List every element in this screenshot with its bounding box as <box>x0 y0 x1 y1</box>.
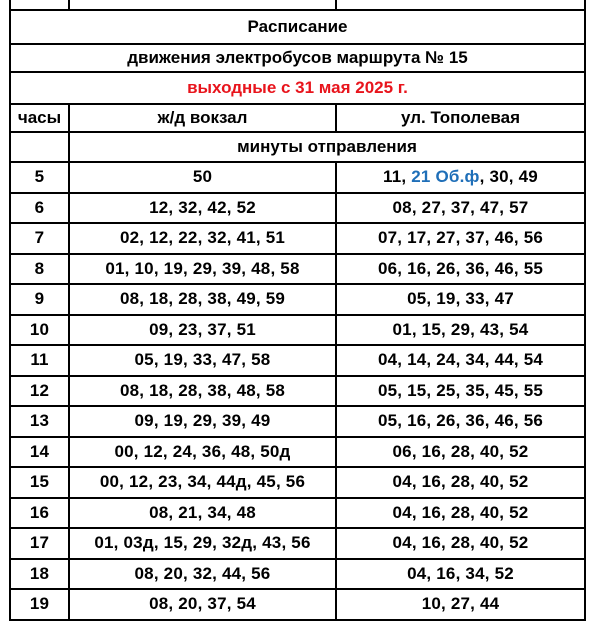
hour-cell: 13 <box>10 406 69 437</box>
station-a-minutes-cell: 05, 19, 33, 47, 58 <box>69 345 336 376</box>
table-row <box>10 406 585 437</box>
station-b-minutes-cell: 04, 16, 28, 40, 52 <box>336 498 585 529</box>
station-b-minutes-cell: 04, 16, 28, 40, 52 <box>336 528 585 559</box>
period-row <box>10 72 585 104</box>
station-a-minutes-cell: 00, 12, 24, 36, 48, 50д <box>69 437 336 468</box>
station-b-minutes-cell: 04, 14, 24, 34, 44, 54 <box>336 345 585 376</box>
station-a-minutes-cell: 08, 18, 28, 38, 49, 59 <box>69 284 336 315</box>
hour-cell: 8 <box>10 254 69 285</box>
station-b-minutes-cell: 05, 16, 26, 36, 46, 56 <box>336 406 585 437</box>
station-b-minutes-cell: 10, 27, 44 <box>336 589 585 620</box>
hour-cell: 9 <box>10 284 69 315</box>
hour-cell: 16 <box>10 498 69 529</box>
title-row <box>10 10 585 44</box>
hour-cell: 18 <box>10 559 69 590</box>
station-a-minutes-cell: 02, 12, 22, 32, 41, 51 <box>69 223 336 254</box>
minutes-header: минуты отправления <box>69 132 585 162</box>
station-a-minutes-cell: 09, 19, 29, 39, 49 <box>69 406 336 437</box>
station-a-minutes-cell: 12, 32, 42, 52 <box>69 193 336 224</box>
table-row <box>10 498 585 529</box>
station-b-minutes-cell: 01, 15, 29, 43, 54 <box>336 315 585 346</box>
hour-cell: 12 <box>10 376 69 407</box>
station-a-minutes-cell: 50 <box>69 162 336 193</box>
station-b-minutes-cell: 06, 16, 28, 40, 52 <box>336 437 585 468</box>
station-b-minutes-cell: 04, 16, 28, 40, 52 <box>336 467 585 498</box>
table-row <box>10 223 585 254</box>
hour-cell: 14 <box>10 437 69 468</box>
top-edge-row <box>10 0 585 10</box>
station-a-minutes-cell: 08, 18, 28, 38, 48, 58 <box>69 376 336 407</box>
station-a-minutes-cell: 08, 21, 34, 48 <box>69 498 336 529</box>
station-b-minutes-cell: 04, 16, 34, 52 <box>336 559 585 590</box>
minutes-header-row <box>10 132 585 162</box>
table-row <box>10 315 585 346</box>
table-row <box>10 589 585 620</box>
hours-column-header: часы <box>10 104 69 132</box>
table-row <box>10 254 585 285</box>
station-a-column-header: ж/д вокзал <box>69 104 336 132</box>
station-b-minutes-cell: 05, 19, 33, 47 <box>336 284 585 315</box>
minutes-text: , 30, 49 <box>479 167 538 187</box>
subtitle-row <box>10 44 585 72</box>
schedule-period: выходные с 31 мая 2025 г. <box>10 72 585 104</box>
hour-cell: 15 <box>10 467 69 498</box>
hour-cell: 7 <box>10 223 69 254</box>
station-b-column-header: ул. Тополевая <box>336 104 585 132</box>
minutes-text: 11, <box>383 167 412 187</box>
table-row <box>10 193 585 224</box>
station-b-minutes-cell: 07, 17, 27, 37, 46, 56 <box>336 223 585 254</box>
station-a-minutes-cell: 00, 12, 23, 34, 44д, 45, 56 <box>69 467 336 498</box>
depot-note-minute: 21 Об.ф <box>411 167 480 187</box>
station-a-minutes-cell: 08, 20, 32, 44, 56 <box>69 559 336 590</box>
table-row <box>10 284 585 315</box>
hour-cell: 17 <box>10 528 69 559</box>
station-b-minutes-cell: 06, 16, 26, 36, 46, 55 <box>336 254 585 285</box>
table-row <box>10 345 585 376</box>
station-b-minutes-cell <box>336 162 585 193</box>
schedule-subtitle: движения электробусов маршрута № 15 <box>10 44 585 72</box>
column-header-row <box>10 104 585 132</box>
table-row <box>10 376 585 407</box>
hour-cell: 5 <box>10 162 69 193</box>
station-a-minutes-cell: 01, 10, 19, 29, 39, 48, 58 <box>69 254 336 285</box>
hour-cell: 10 <box>10 315 69 346</box>
station-a-minutes-cell: 01, 03д, 15, 29, 32д, 43, 56 <box>69 528 336 559</box>
station-b-minutes-cell: 08, 27, 37, 47, 57 <box>336 193 585 224</box>
station-a-minutes-cell: 09, 23, 37, 51 <box>69 315 336 346</box>
station-b-minutes-cell: 05, 15, 25, 35, 45, 55 <box>336 376 585 407</box>
table-row <box>10 528 585 559</box>
table-row <box>10 437 585 468</box>
hour-cell: 6 <box>10 193 69 224</box>
schedule-table <box>9 0 586 621</box>
schedule-title: Расписание <box>10 10 585 44</box>
table-row <box>10 559 585 590</box>
table-row <box>10 467 585 498</box>
station-a-minutes-cell: 08, 20, 37, 54 <box>69 589 336 620</box>
table-row <box>10 162 585 193</box>
hour-cell: 11 <box>10 345 69 376</box>
hour-cell: 19 <box>10 589 69 620</box>
